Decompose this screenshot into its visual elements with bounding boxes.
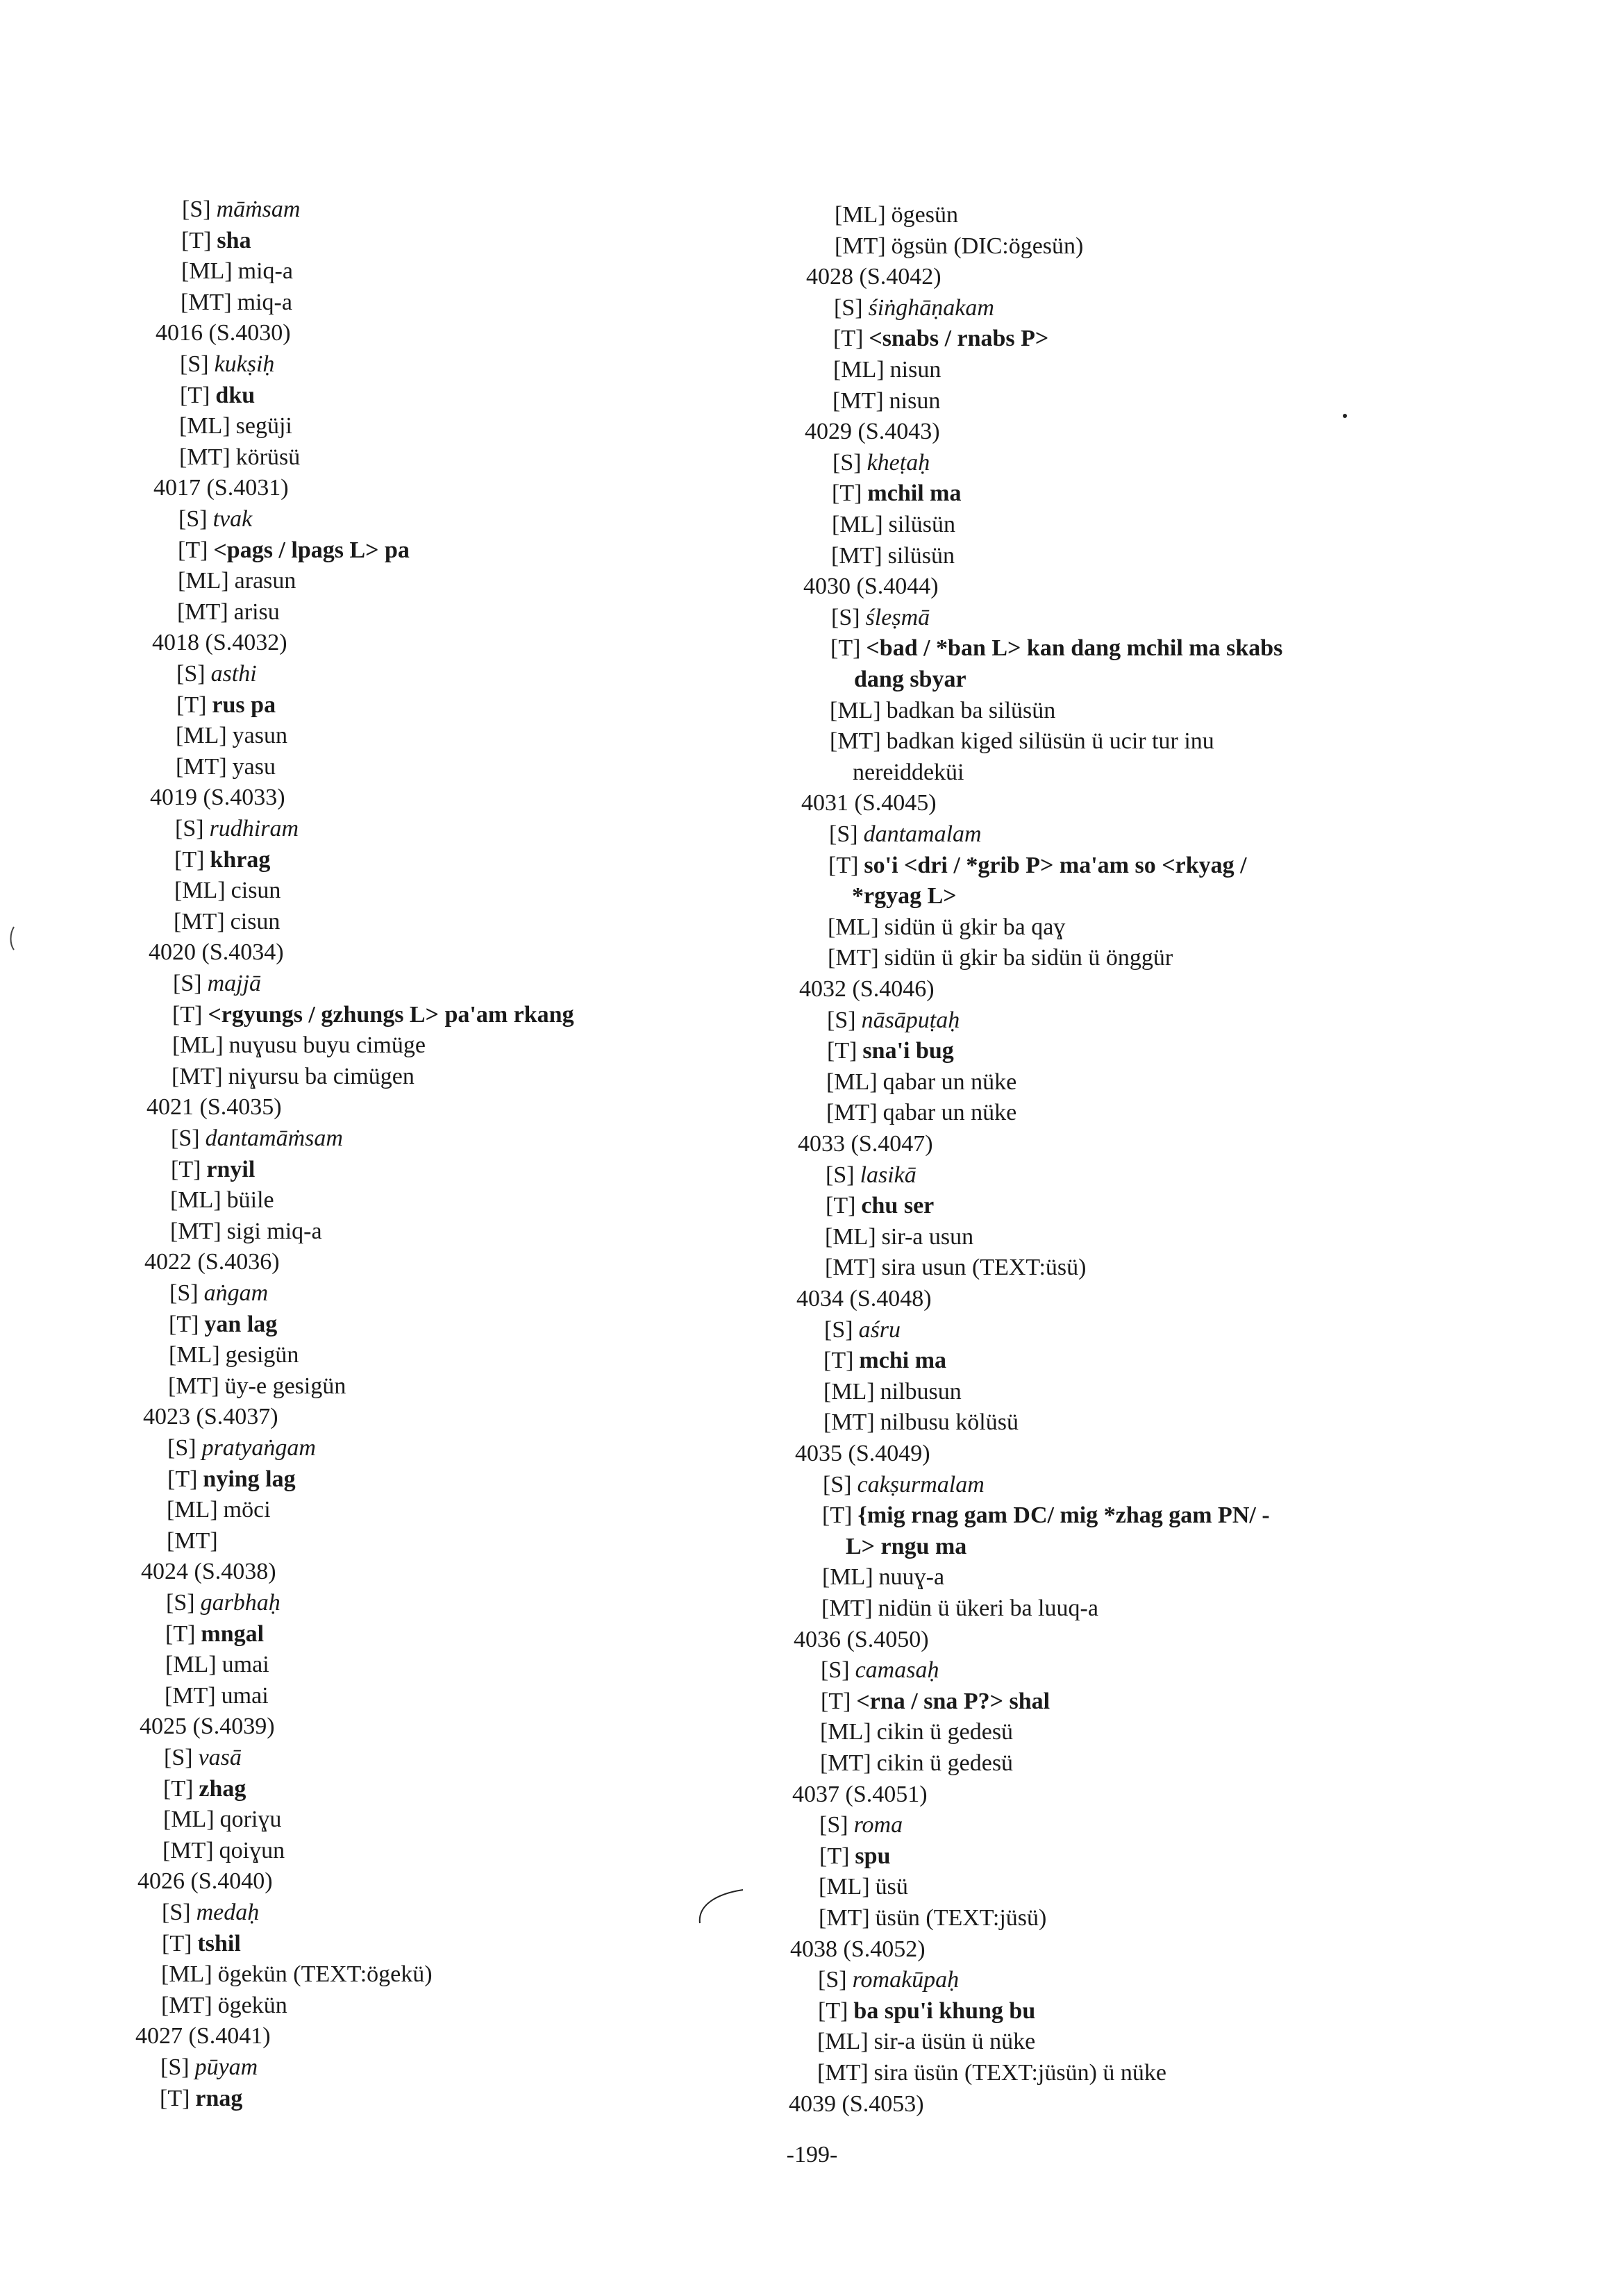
entry-number: 4022 (S.4036) — [144, 1249, 280, 1275]
term-text: sira üsün (TEXT:jüsün) ü nüke — [873, 2060, 1167, 2086]
term-text: pratyaṅgam — [201, 1435, 316, 1461]
entry-number: 4038 (S.4052) — [790, 1936, 926, 1962]
term-text: nidün ü ükeri ba luuq-a — [878, 1595, 1098, 1621]
term-text: sir-a üsün ü nüke — [873, 2029, 1036, 2055]
language-tag: [T] — [174, 846, 205, 873]
term-text: rus pa — [212, 692, 276, 718]
entry-number: 4018 (S.4032) — [152, 630, 287, 656]
language-tag: [ML] — [828, 914, 879, 940]
term-text: lasikā — [860, 1162, 916, 1188]
language-tag: [T] — [181, 227, 212, 253]
language-tag: [T] — [178, 537, 208, 563]
term-text: tshil — [197, 1930, 241, 1956]
term-text: dku — [215, 382, 256, 408]
term-text: arisu — [233, 598, 280, 625]
entry-number: 4027 (S.4041) — [135, 2023, 271, 2050]
term-text: nisun — [889, 387, 941, 414]
language-tag: [ML] — [820, 1719, 871, 1745]
term-text: nilbusun — [880, 1378, 962, 1405]
language-tag: [ML] — [830, 697, 881, 723]
language-tag: [S] — [173, 971, 202, 996]
entry-number: 4026 (S.4040) — [137, 1868, 273, 1895]
language-tag: [MT] — [171, 1063, 223, 1089]
term-text: <pags / lpags L> pa — [213, 537, 410, 563]
term-text: sna'i bug — [862, 1038, 954, 1064]
term-text: rnyil — [206, 1156, 256, 1182]
entry-number: 4036 (S.4050) — [794, 1626, 929, 1652]
term-text: nuɣusu buyu cimüge — [228, 1032, 426, 1059]
language-tag: [S] — [834, 294, 863, 321]
language-tag: [ML] — [825, 1223, 876, 1250]
language-tag: [T] — [830, 635, 861, 662]
term-text: niɣursu ba cimügen — [228, 1063, 415, 1089]
term-text: aśru — [858, 1316, 901, 1343]
language-tag: [T] — [180, 382, 210, 408]
term-text: mchil ma — [867, 480, 962, 507]
language-tag: [T] — [821, 1688, 851, 1714]
term-text: cakṣurmalam — [857, 1471, 985, 1498]
language-tag: [T] — [167, 1466, 198, 1492]
language-tag: [S] — [176, 661, 206, 687]
continuation-text: dang sbyar — [854, 667, 966, 692]
term-text: umai — [221, 1682, 269, 1709]
language-tag: [S] — [171, 1125, 200, 1151]
language-tag: [ML] — [835, 202, 886, 228]
term-text: kukṣiḥ — [214, 351, 275, 377]
language-tag: [T] — [822, 1502, 853, 1529]
entry-number: 4029 (S.4043) — [805, 419, 940, 445]
entry-number: 4020 (S.4034) — [149, 939, 284, 966]
entry-number: 4021 (S.4035) — [147, 1094, 282, 1121]
term-text: büile — [226, 1187, 274, 1214]
term-text: nāsāpuṭaḥ — [861, 1007, 960, 1033]
language-tag: [ML] — [823, 1378, 875, 1405]
language-tag: [MT] — [826, 1100, 878, 1126]
term-text: cisun — [231, 878, 281, 904]
page-number: -199- — [786, 2142, 838, 2168]
term-text: gesigün — [225, 1342, 299, 1368]
term-text: ögekün — [217, 1992, 287, 2018]
term-text: nilbusu kölüsü — [880, 1409, 1019, 1436]
term-text: qoiɣun — [219, 1837, 285, 1863]
language-tag: [ML] — [832, 512, 883, 537]
term-text: mchi ma — [859, 1348, 947, 1374]
term-text: yan lag — [204, 1311, 278, 1337]
language-tag: [ML] — [170, 1187, 221, 1214]
term-text: khrag — [210, 846, 271, 873]
language-tag: [S] — [821, 1657, 850, 1684]
term-text: sidün ü gkir ba sidün ü önggür — [884, 945, 1173, 971]
term-text: cikin ü gedesü — [876, 1750, 1014, 1776]
term-text: romakūpaḥ — [852, 1967, 960, 1993]
term-text: sir-a usun — [881, 1223, 974, 1250]
language-tag: [S] — [178, 506, 208, 532]
language-tag: [MT] — [168, 1373, 219, 1399]
language-tag: [ML] — [169, 1342, 220, 1368]
term-text: camasaḥ — [855, 1657, 939, 1684]
entry-number: 4030 (S.4044) — [803, 573, 939, 600]
language-tag: [S] — [166, 1590, 195, 1616]
entry-number: 4031 (S.4045) — [801, 790, 937, 816]
language-tag: [ML] — [822, 1564, 873, 1591]
term-text: arasun — [234, 568, 296, 594]
entry-number: 4024 (S.4038) — [141, 1559, 276, 1585]
entry-number: 4033 (S.4047) — [798, 1131, 933, 1157]
term-text: ögsün (DIC:ögesün) — [891, 233, 1084, 259]
term-text: silüsün — [887, 542, 955, 569]
term-text: vasā — [198, 1745, 242, 1770]
language-tag: [S] — [182, 196, 211, 222]
language-tag: [ML] — [833, 357, 885, 383]
term-text: üsün (TEXT:jüsü) — [875, 1905, 1047, 1931]
term-text: <bad / *ban L> kan dang mchil ma skabs — [866, 635, 1283, 662]
term-text: aṅgam — [203, 1280, 269, 1306]
language-tag: [MT] — [167, 1527, 218, 1554]
term-text: sidün ü gkir ba qaɣ — [884, 914, 1066, 940]
language-tag: [ML] — [817, 2029, 869, 2055]
language-tag: [MT] — [179, 444, 231, 470]
term-text: rnag — [195, 2085, 243, 2111]
term-text: nying lag — [203, 1466, 296, 1492]
language-tag: [S] — [164, 1745, 193, 1770]
language-tag: [ML] — [167, 1497, 218, 1523]
language-tag: [T] — [823, 1348, 854, 1374]
term-text: tvak — [212, 506, 253, 532]
language-tag: [T] — [818, 1997, 848, 2024]
term-text: sha — [217, 227, 251, 253]
term-text: badkan ba silüsün — [886, 697, 1056, 723]
language-tag: [T] — [176, 692, 207, 718]
language-tag: [ML] — [826, 1069, 878, 1095]
language-tag: [S] — [826, 1162, 855, 1188]
term-text: garbhaḥ — [200, 1590, 281, 1616]
entry-number: 4032 (S.4046) — [799, 976, 935, 1002]
term-text: miq-a — [237, 289, 292, 315]
language-tag: [MT] — [817, 2060, 869, 2086]
language-tag: [ML] — [165, 1652, 217, 1678]
entry-number: 4034 (S.4048) — [796, 1286, 932, 1312]
term-text: <snabs / rnabs P> — [869, 326, 1049, 352]
term-text: roma — [853, 1812, 903, 1838]
language-tag: [T] — [828, 852, 859, 878]
term-text: chu ser — [861, 1193, 935, 1219]
entry-number: 4039 (S.4053) — [789, 2090, 924, 2117]
language-tag: [ML] — [178, 568, 229, 594]
term-text: <rna / sna P?> shal — [856, 1688, 1050, 1714]
language-tag: [ML] — [163, 1807, 215, 1833]
term-text: dantamāṁsam — [205, 1125, 343, 1151]
language-tag: [MT] — [830, 728, 881, 755]
language-tag: [ML] — [819, 1874, 870, 1900]
term-text: qoriɣu — [219, 1807, 282, 1833]
term-text: rudhiram — [209, 816, 299, 841]
language-tag: [MT] — [174, 908, 225, 935]
term-text: badkan kiged silüsün ü ucir tur inu — [886, 728, 1214, 755]
language-tag: [T] — [160, 2085, 190, 2111]
language-tag: [S] — [819, 1812, 848, 1838]
language-tag: [S] — [831, 604, 860, 630]
term-text: <rgyungs / gzhungs L> pa'am rkang — [208, 1001, 574, 1028]
term-text: ögekün (TEXT:ögekü) — [217, 1961, 433, 1988]
term-text: māṁsam — [216, 196, 301, 222]
term-text: ba spu'i khung bu — [853, 1997, 1036, 2024]
language-tag: [S] — [824, 1316, 853, 1343]
term-text: umai — [221, 1652, 269, 1678]
language-tag: [T] — [826, 1193, 856, 1219]
term-text: cisun — [230, 908, 281, 935]
language-tag: [S] — [827, 1007, 856, 1033]
language-tag: [T] — [827, 1038, 857, 1064]
language-tag: [MT] — [825, 1255, 876, 1281]
language-tag: [MT] — [835, 233, 886, 259]
language-tag: [MT] — [823, 1409, 875, 1436]
language-tag: [T] — [833, 326, 864, 352]
term-text: mngal — [201, 1620, 265, 1647]
term-text: següji — [235, 413, 292, 439]
language-tag: [T] — [163, 1775, 194, 1802]
term-text: majjā — [207, 971, 262, 996]
language-tag: [S] — [823, 1471, 852, 1498]
language-tag: [MT] — [162, 1837, 214, 1863]
language-tag: [S] — [175, 816, 204, 841]
language-tag: [ML] — [179, 413, 231, 439]
language-tag: [T] — [162, 1930, 192, 1956]
language-tag: [ML] — [172, 1032, 224, 1059]
term-text: spu — [855, 1843, 891, 1869]
language-tag: [T] — [172, 1001, 203, 1028]
term-text: yasun — [232, 723, 287, 749]
language-tag: [MT] — [176, 753, 227, 780]
term-text: asthi — [210, 661, 257, 687]
language-tag: [MT] — [177, 598, 228, 625]
language-tag: [T] — [171, 1156, 201, 1182]
term-text: nuuɣ-a — [878, 1564, 945, 1591]
language-tag: [S] — [162, 1900, 191, 1925]
language-tag: [S] — [180, 351, 209, 377]
language-tag: [ML] — [161, 1961, 212, 1988]
language-tag: [MT] — [820, 1750, 871, 1776]
term-text: miq-a — [237, 258, 293, 285]
continuation-text: *rgyag L> — [852, 883, 957, 910]
language-tag: [MT] — [832, 387, 884, 414]
language-tag: [S] — [169, 1280, 199, 1306]
term-text: üy-e gesigün — [224, 1373, 346, 1399]
entry-number: 4017 (S.4031) — [153, 475, 289, 501]
term-text: sira usun (TEXT:üsü) — [881, 1255, 1087, 1281]
language-tag: [T] — [169, 1311, 199, 1337]
language-tag: [S] — [829, 821, 858, 847]
language-tag: [MT] — [828, 945, 879, 971]
entry-number: 4035 (S.4049) — [795, 1441, 930, 1466]
language-tag: [T] — [819, 1843, 850, 1869]
term-text: pūyam — [194, 2054, 258, 2080]
term-text: ögesün — [891, 202, 958, 228]
language-tag: [MT] — [161, 1992, 212, 2018]
language-tag: [MT] — [181, 289, 232, 315]
continuation-text: nereiddeküi — [853, 759, 964, 785]
continuation-text: L> rngu ma — [846, 1533, 967, 1559]
language-tag: [T] — [165, 1620, 196, 1647]
language-tag: [ML] — [174, 878, 226, 904]
language-tag: [S] — [167, 1435, 196, 1461]
term-text: körüsü — [235, 444, 301, 470]
language-tag: [MT] — [821, 1595, 873, 1621]
entry-number: 4019 (S.4033) — [150, 785, 285, 811]
language-tag: [MT] — [819, 1905, 870, 1931]
entry-number: 4037 (S.4051) — [792, 1781, 928, 1807]
term-text: cikin ü gedesü — [876, 1719, 1014, 1745]
term-text: medaḥ — [196, 1900, 260, 1925]
language-tag: [T] — [832, 480, 862, 507]
term-text: śiṅghāṇakam — [868, 294, 994, 321]
entry-number: 4023 (S.4037) — [143, 1404, 278, 1430]
term-text: nisun — [889, 357, 941, 383]
term-text: üsü — [875, 1874, 908, 1900]
term-text: möci — [223, 1497, 271, 1523]
term-text: yasu — [232, 753, 276, 780]
term-text: zhag — [199, 1775, 246, 1802]
term-text: sigi miq-a — [226, 1218, 322, 1244]
language-tag: [MT] — [165, 1682, 216, 1709]
term-text: silüsün — [888, 512, 956, 537]
language-tag: [S] — [832, 449, 862, 476]
term-text: śleṣmā — [865, 604, 930, 630]
term-text: qabar un nüke — [882, 1069, 1017, 1095]
language-tag: [S] — [160, 2054, 190, 2080]
language-tag: [MT] — [831, 542, 882, 569]
term-text: kheṭaḥ — [867, 449, 930, 476]
language-tag: [S] — [818, 1967, 847, 1993]
entry-number: 4016 (S.4030) — [156, 320, 291, 346]
term-text: qabar un nüke — [882, 1100, 1017, 1126]
language-tag: [ML] — [181, 258, 233, 285]
term-text: {mig rnag gam DC/ mig *zhag gam PN/ - — [857, 1502, 1270, 1529]
language-tag: [MT] — [170, 1218, 221, 1244]
entry-number: 4025 (S.4039) — [140, 1713, 275, 1740]
term-text: dantamalam — [863, 821, 982, 847]
language-tag: [ML] — [176, 723, 227, 749]
entry-number: 4028 (S.4042) — [806, 264, 941, 290]
term-text: so'i <dri / *grib P> ma'am so <rkyag / — [864, 852, 1247, 878]
